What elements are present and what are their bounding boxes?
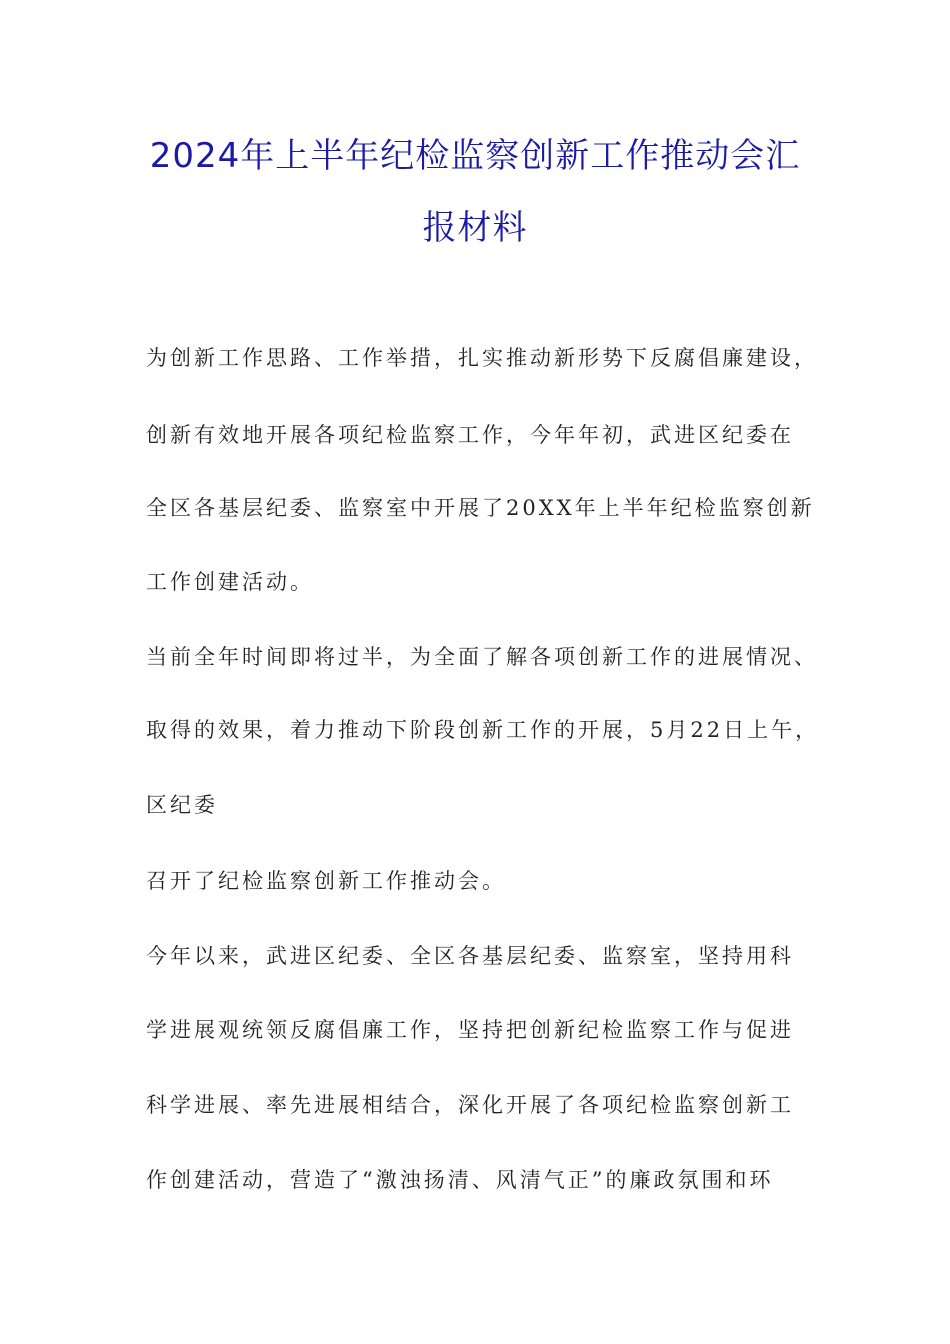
document-title-line-2: 报材料 <box>422 208 528 248</box>
body-line-9: 今年以来，武进区纪委、全区各基层纪委、监察室，坚持用科 <box>146 944 794 968</box>
body-line-11: 科学进展、率先进展相结合，深化开展了各项纪检监察创新工 <box>146 1093 794 1117</box>
body-line-5: 当前全年时间即将过半，为全面了解各项创新工作的进展情况、 <box>146 645 818 669</box>
body-line-12: 作创建活动，营造了“激浊扬清、风清气正”的廉政氛围和环 <box>146 1168 774 1192</box>
body-line-6: 取得的效果，着力推动下阶段创新工作的开展，5月22日上午， <box>146 718 820 742</box>
body-line-8: 召开了纪检监察创新工作推动会。 <box>146 869 506 893</box>
body-line-4: 工作创建活动。 <box>146 570 314 594</box>
body-line-10: 学进展观统领反腐倡廉工作，坚持把创新纪检监察工作与促进 <box>146 1018 794 1042</box>
body-line-7: 区纪委 <box>146 793 218 817</box>
body-line-2: 创新有效地开展各项纪检监察工作，今年年初，武进区纪委在 <box>146 423 794 447</box>
body-line-3: 全区各基层纪委、监察室中开展了20XX年上半年纪检监察创新 <box>146 496 815 520</box>
body-line-1: 为创新工作思路、工作举措，扎实推动新形势下反腐倡廉建设， <box>146 346 818 370</box>
document-title-line-1: 2024年上半年纪检监察创新工作推动会汇 <box>149 136 801 176</box>
